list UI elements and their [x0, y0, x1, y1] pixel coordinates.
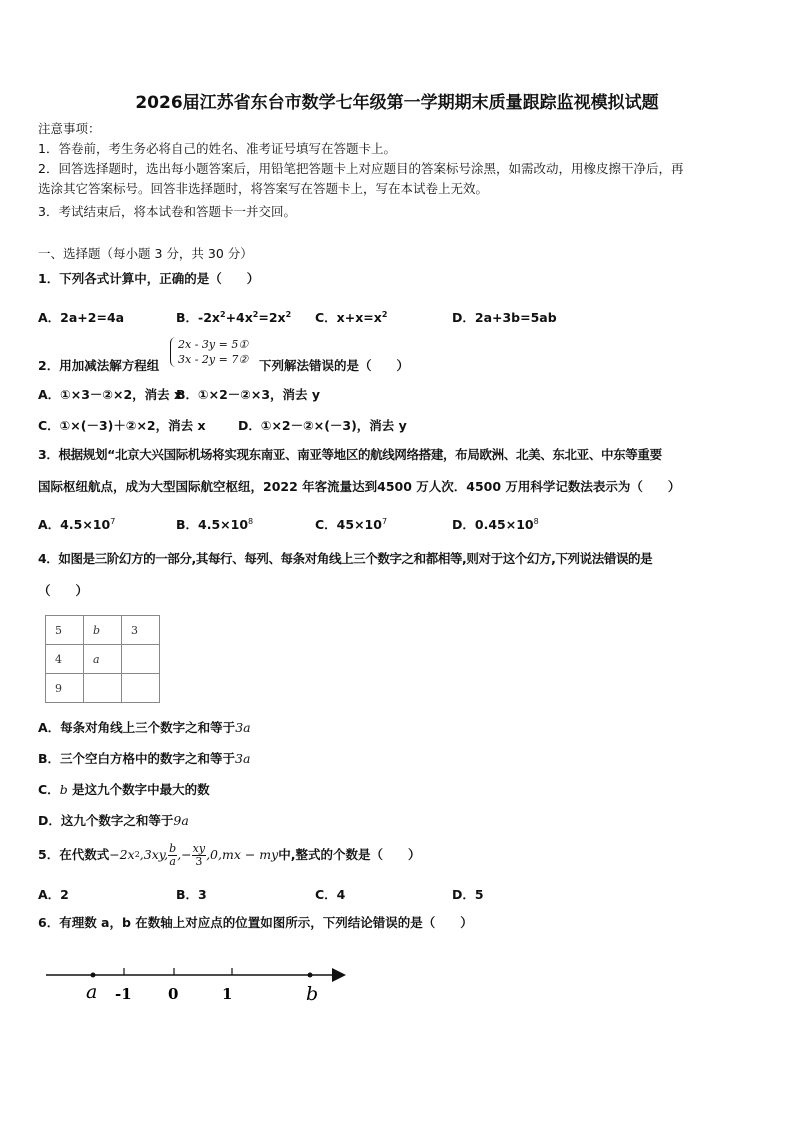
q2-stem-suffix: 下列解法错误的是（ ）: [259, 358, 410, 373]
q5-option-d: D．5: [452, 887, 484, 902]
magic-cell: 5: [46, 616, 84, 645]
section-heading: 一、选择题（每小题 3 分，共 30 分）: [38, 246, 253, 261]
q5-option-c: C．4: [315, 887, 346, 902]
q5-option-a: A．2: [38, 887, 69, 902]
notice-item-3: 3．考试结束后，将本试卷和答题卡一并交回。: [38, 204, 296, 219]
q2-equation-1: 2x - 3y = 5①: [178, 338, 249, 351]
number-line-arrowhead: [332, 968, 346, 982]
q3-option-a: A．$4.5\times 10^7$: [38, 517, 116, 532]
point-b-dot: [308, 973, 313, 978]
notice-heading: 注意事项：: [38, 121, 101, 136]
label-b: b: [306, 983, 319, 1005]
magic-cell: [122, 674, 160, 703]
magic-cell: [122, 645, 160, 674]
q4-option-b: B．三个空白方格中的数字之和等于3a: [38, 751, 251, 766]
q1-option-b: B．$-2x^2+4x^2=2x^2$: [176, 310, 292, 325]
magic-square-grid: [45, 615, 160, 703]
notice-item-1: 1．答卷前，考生务必将自己的姓名、准考证号填写在答题卡上。: [38, 141, 396, 156]
q2-option-c: C．①×(－3)＋②×2，消去 x: [38, 418, 206, 433]
label-one: 1: [222, 985, 233, 1003]
point-a-dot: [91, 973, 96, 978]
q3-stem-line1: 3．根据规划“北京大兴国际机场将实现东南亚、南亚等地区的航线网络搭建，布局欧洲、北美、东北亚、中东等重要: [38, 447, 662, 462]
label-a: a: [86, 981, 98, 1003]
q5-stem: 5．在代数式 −2x 2 ,3xy, $\frac{b}{a}$ ,− $\frac{xy}{3}$ ,0, mx − my 中,整式的个数是（ ）: [38, 841, 421, 868]
q1-option-d: D．2a+3b=5ab: [452, 310, 557, 325]
magic-cell: 3: [122, 616, 160, 645]
magic-cell: 4: [46, 645, 84, 674]
label-neg1: -1: [115, 985, 132, 1003]
q2-equation-2: 3x - 2y = 7②: [178, 353, 249, 366]
q2-option-a: A．①×3－②×2，消去 x: [38, 387, 183, 402]
q1-option-a: A．2a+2=4a: [38, 310, 125, 325]
notice-item-2-cont: 选涂其它答案标号。回答非选择题时，将答案写在答题卡上，写在本试卷上无效。: [38, 181, 489, 196]
q2-stem-prefix: 2．用加减法解方程组: [38, 358, 160, 373]
q1-option-c: C．$x+x=x^2$: [315, 310, 388, 325]
q4-option-a: A．每条对角线上三个数字之和等于3a: [38, 720, 251, 735]
page-title: 2026届江苏省东台市数学七年级第一学期期末质量跟踪监视模拟试题: [135, 93, 659, 113]
number-line-figure: [40, 955, 360, 1010]
q3-stem-line2: 国际枢纽航点，成为大型国际航空枢纽，2022 年客流量达到4500 万人次．4500 万用科学记数法表示为（ ）: [38, 479, 681, 494]
q2-option-d: D．①×2－②×(－3)，消去 y: [238, 418, 407, 433]
q5-option-b: B．3: [176, 887, 207, 902]
q4-stem-line2: （ ）: [38, 583, 89, 598]
q1-stem: 1．下列各式计算中，正确的是（ ）: [38, 271, 260, 286]
q4-option-d: D．这九个数字之和等于9a: [38, 813, 189, 828]
q4-option-c: C．b 是这九个数字中最大的数: [38, 782, 210, 797]
q4-stem-line1: 4．如图是三阶幻方的一部分,其每行、每列、每条对角线上三个数字之和都相等,则对于这个幻方,下列说法错误的是: [38, 551, 653, 566]
magic-cell: [84, 674, 122, 703]
q6-stem: 6．有理数 a，b 在数轴上对应点的位置如图所示，下列结论错误的是（ ）: [38, 915, 473, 930]
magic-cell: b: [84, 616, 122, 645]
q2-option-b: B．①×2－②×3，消去 y: [176, 387, 321, 402]
q5-fraction-b-over-a: $\frac{b}{a}$: [169, 841, 177, 868]
q3-option-c: C．$45\times 10^7$: [315, 517, 388, 532]
notice-item-2: 2．回答选择题时，选出每小题答案后，用铅笔把答题卡上对应题目的答案标号涂黑，如需改动，用橡皮擦干净后，再: [38, 161, 684, 176]
q3-option-b: B．$4.5\times 10^8$: [176, 517, 254, 532]
magic-cell: a: [84, 645, 122, 674]
q5-fraction-xy-over-3: $\frac{xy}{3}$: [192, 841, 206, 868]
q3-option-d: D．$0.45\times 10^8$: [452, 517, 539, 532]
magic-cell: 9: [46, 674, 84, 703]
label-zero: 0: [168, 985, 179, 1003]
